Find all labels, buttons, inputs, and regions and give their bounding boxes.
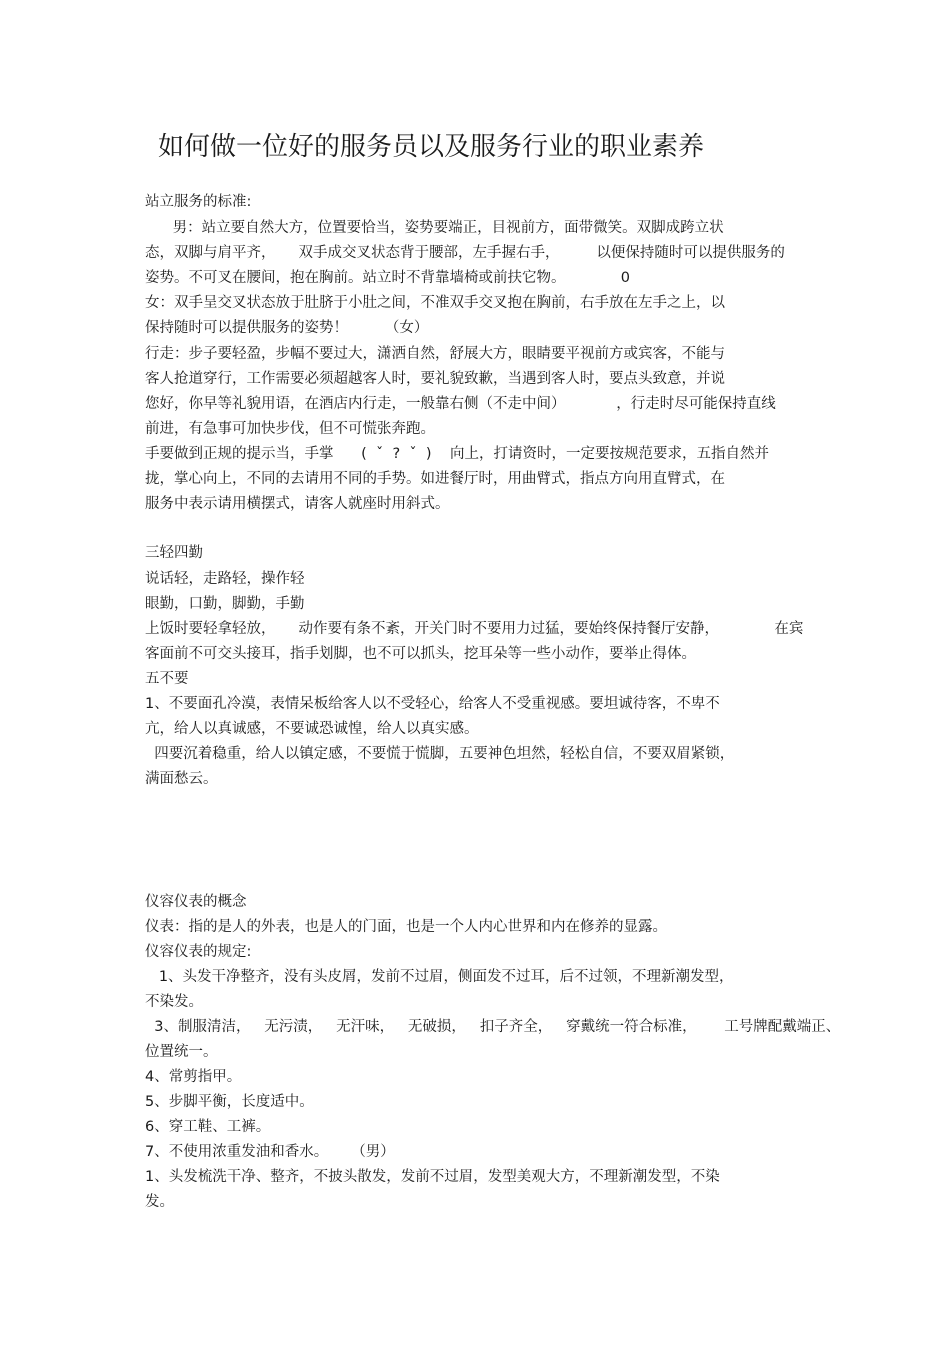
text-line: 说话轻，走路轻，操作轻	[145, 571, 305, 587]
text-line: 位置统一。	[145, 1044, 218, 1060]
text-line: 站立服务的标准:	[145, 194, 252, 210]
section-heading: 三轻四勤	[145, 545, 203, 561]
text-line: 拢，掌心向上，不同的去请用不同的手势。如进餐厅时，用曲臂式，指点方向用直臂式，在	[145, 471, 725, 487]
text-line: 满面愁云。	[145, 771, 218, 787]
text-line: 3、制服清洁， 无污渍， 无汗味， 无破损， 扣子齐全， 穿戴统一符合标准， 工号牌配戴端正、	[145, 1019, 841, 1035]
text-line: 服务中表示请用横摆式，请客人就座时用斜式。	[145, 496, 450, 512]
text-line: 亢，给人以真诚感，不要诚恐诚惶，给人以真实感。	[145, 721, 479, 737]
text-line: 保持随时可以提供服务的姿势！ （女）	[145, 320, 429, 336]
text-line: 不染发。	[145, 994, 203, 1010]
section-heading: 仪容仪表的规定:	[145, 944, 252, 960]
text-line: 眼勤，口勤，脚勤，手勤	[145, 596, 305, 612]
text-line: 1、头发梳洗干净、整齐，不披头散发，发前不过眉，发型美观大方，不理新潮发型，不染	[145, 1169, 720, 1185]
text-line: 发。	[145, 1194, 174, 1210]
text-line: 男：站立要自然大方，位置要恰当，姿势要端正，目视前方，面带微笑。双脚成跨立状	[145, 220, 724, 236]
text-line: 上饭时要轻拿轻放， 动作要有条不紊，开关门时不要用力过猛，要始终保持餐厅安静， 在宾	[145, 621, 804, 637]
text-line: 仪表：指的是人的外表，也是人的门面，也是一个人内心世界和内在修养的显露。	[145, 919, 667, 935]
section-heading: 五不要	[145, 671, 189, 687]
text-line: 1、不要面孔冷漠，表情呆板给客人以不受轻心，给客人不受重视感。要坦诚待客，不卑不	[145, 696, 720, 712]
text-line: 行走：步子要轻盈，步幅不要过大，潇洒自然，舒展大方，眼睛要平视前方或宾客，不能与	[145, 346, 725, 362]
text-line: 5、步脚平衡，长度适中。	[145, 1094, 314, 1110]
text-line: 1、头发干净整齐，没有头皮屑，发前不过眉，侧面发不过耳，后不过领，不理新潮发型，	[145, 969, 734, 985]
text-line: 姿势。不可叉在腰间，抱在胸前。站立时不背靠墙椅或前扶它物。 0	[145, 270, 631, 286]
text-line: 手要做到正规的提示当，手掌 ( ˇ ? ˇ ) 向上，打请资时，一定要按规范要求，五指自然并	[145, 446, 769, 462]
text-line: 6、穿工鞋、工裤。	[145, 1119, 271, 1135]
section-heading: 仪容仪表的概念	[145, 894, 247, 910]
text-line: 客人抢道穿行，工作需要必须超越客人时，要礼貌致歉，当遇到客人时，要点头致意，并说	[145, 371, 725, 387]
text-line: 态，双脚与肩平齐， 双手成交叉状态背于腰部，左手握右手， 以便保持随时可以提供服务的	[145, 245, 785, 261]
text-line: 前进，有急事可加快步伐，但不可慌张奔跑。	[145, 421, 435, 437]
text-line: 4、常剪指甲。	[145, 1069, 242, 1085]
document-title: 如何做一位好的服务员以及服务行业的职业素养	[158, 132, 705, 162]
text-line: 客面前不可交头接耳，指手划脚，也不可以抓头，挖耳朵等一些小动作，要举止得体。	[145, 646, 696, 662]
text-line: 7、不使用浓重发油和香水。 （男）	[145, 1144, 395, 1160]
text-line: 您好，你早等礼貌用语，在酒店内行走，一般靠右侧（不走中间） ，行走时尽可能保持直线	[145, 396, 776, 412]
text-line: 四要沉着稳重，给人以镇定感，不要慌于慌脚，五要神色坦然，轻松自信，不要双眉紧锁，	[145, 746, 735, 762]
text-line: 女：双手呈交叉状态放于肚脐于小肚之间，不准双手交叉抱在胸前，右手放在左手之上，以	[145, 295, 725, 311]
